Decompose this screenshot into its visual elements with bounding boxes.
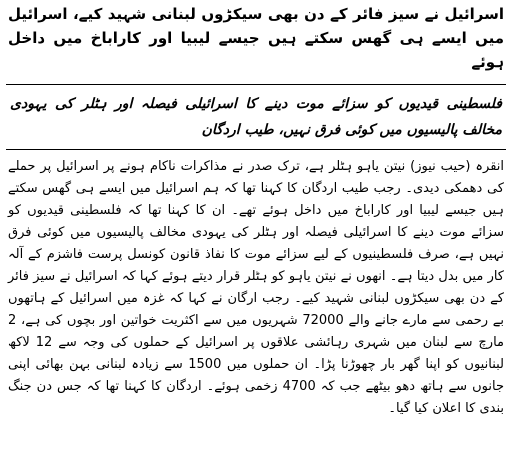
article-headline: اسرائیل نے سیز فائر کے دن بھی سیکڑوں لبنانی شہید کیے، اسرائیل میں ایسے ہی گھس سکتے ہیں جیسے لیبیا اور کاراباخ میں داخل ہوئے <box>8 5 504 71</box>
article-subheadline: فلسطینی قیدیوں کو سزائے موت دینے کا اسرائیلی فیصلہ اور ہٹلر کی یہودی مخالف پالیسیوں میں کوئی فرق نہیں، طیب اردگان <box>10 96 502 138</box>
article-body: انقرہ (حیب نیوز) نیتن یاہو ہٹلر ہے، ترک صدر نے مذاکرات ناکام ہونے پر اسرائیل پر حملے کی دھمکی دیدی۔ رجب طیب اردگان کا کہنا تھا کہ ہم اسرائیل میں ایسے ہی گھس سکتے ہیں جیسے لیبیا اور کاراباخ میں داخل ہوئے تھے۔ ان کا کہنا تھا کہ فلسطینی قیدیوں کو سزائے موت دینے کا اسرائیلی فیصلہ اور ہٹلر کی یہودی مخالف پالیسیوں میں کوئی فرق نہیں ہے، صرف فلسطینیوں کے لیے سزائے موت کا نفاذ قانون کونسل پرست فاشزم کے آلہ کار میں بدل دیتا ہے۔ انھوں نے نیتن یاہو کو ہٹلر قرار دیتے ہوئے کہا کہ اسرائیل نے سیز فائر کے دن بھی سیکڑوں لبنانی شہید کیے۔ رجب ارگان نے کہا کہ غزہ میں اسرائیل کے ہاتھوں بے رحمی سے مارے جانے والے 72000 شہریوں میں سے اکثریت خواتین اور بچوں کی ہے، 2 مارچ سے لبنان میں شہری رہائشی علاقوں پر اسرائیل کے حملوں کی وجہ سے 12 لاکھ لبنانیوں کو اپنا گھر بار چھوڑنا پڑا۔ ان حملوں میں 1500 سے زیادہ لبنانی بہن بھائی اپنی جانوں سے ہاتھ دھو بیٹھے جب کہ 4700 زخمی ہوئے۔ اردگان کا کہنا تھا کہ جس دن جنگ بندی کا اعلان کیا گیا۔ <box>8 159 505 416</box>
subheadline-box <box>6 84 506 150</box>
